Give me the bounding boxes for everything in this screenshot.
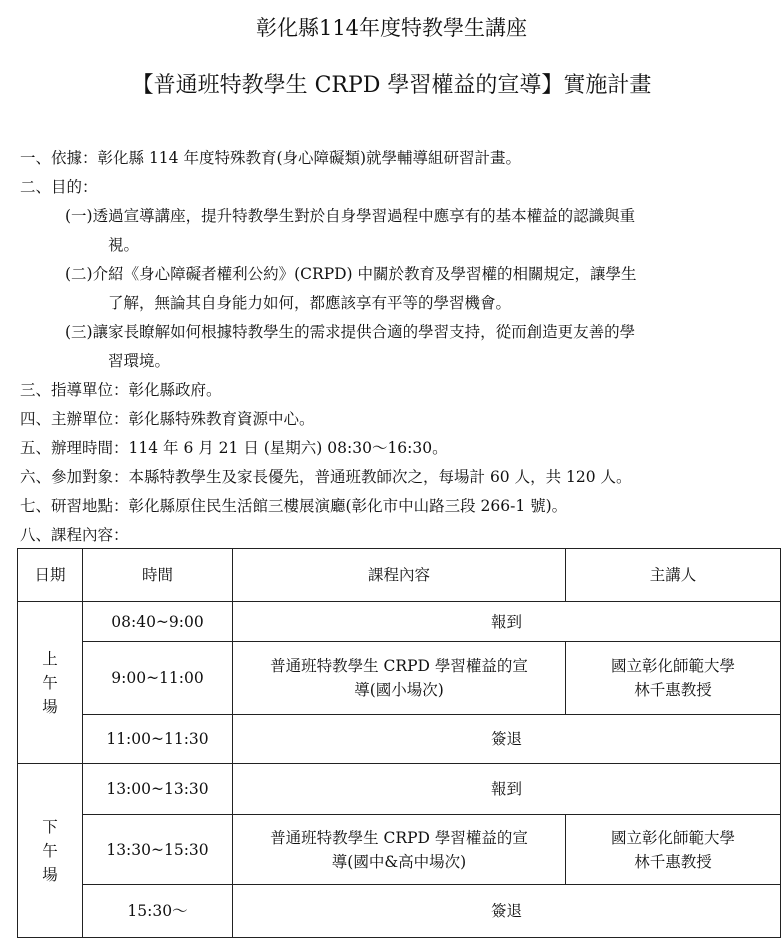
content-cell: 普通班特教學生 CRPD 學習權益的宣 導(國中&高中場次) <box>233 815 566 885</box>
content-cell: 報到 <box>233 764 781 815</box>
section-text: 研習地點：彰化縣原住民生活館三樓展演廳(彰化市中山路三段 266-1 號)。 <box>51 497 568 515</box>
purpose-item-1 <box>65 206 635 226</box>
header-date: 日期 <box>18 549 83 602</box>
document-title: 彰化縣114年度特教學生講座 <box>255 16 528 40</box>
content-cell: 報到 <box>233 602 781 642</box>
section-basis <box>20 148 521 168</box>
section-purpose <box>20 177 98 197</box>
header-content: 課程內容 <box>233 549 566 602</box>
section-number: 八、 <box>20 526 52 544</box>
section-curriculum <box>20 525 129 545</box>
purpose-item-1-cont: 視。 <box>108 236 140 254</box>
table-row <box>18 815 781 885</box>
section-number: 六、 <box>20 468 52 486</box>
speaker-cell: 國立彰化師範大學 林千惠教授 <box>566 642 781 715</box>
schedule-table <box>17 548 781 938</box>
table-row <box>18 715 781 764</box>
header-speaker: 主講人 <box>566 549 781 602</box>
section-text: 課程內容： <box>51 526 129 544</box>
section-number: 四、 <box>20 410 52 428</box>
content-cell: 簽退 <box>233 885 781 938</box>
section-number: 二、 <box>20 178 52 196</box>
section-number: 三、 <box>20 381 52 399</box>
table-header-row <box>18 549 781 602</box>
header-time: 時間 <box>83 549 233 602</box>
period-morning: 上 午 場 <box>18 602 83 764</box>
purpose-number: (二) <box>65 265 93 283</box>
section-number: 七、 <box>20 497 52 515</box>
purpose-number: (一) <box>65 207 93 225</box>
table-row <box>18 602 781 642</box>
period-afternoon: 下 午 場 <box>18 764 83 938</box>
section-text: 依據：彰化縣 114 年度特殊教育(身心障礙類)就學輔導組研習計畫。 <box>51 149 522 167</box>
purpose-text: 讓家長瞭解如何根據特教學生的需求提供合適的學習支持，從而創造更友善的學 <box>92 323 636 341</box>
document-subtitle: 【普通班特教學生 CRPD 學習權益的宣導】實施計畫 <box>131 73 652 98</box>
time-cell: 08:40~9:00 <box>83 602 233 642</box>
purpose-text: 透過宣導講座，提升特教學生對於自身學習過程中應享有的基本權益的認識與重 <box>92 207 636 225</box>
time-cell: 13:30~15:30 <box>83 815 233 885</box>
section-time <box>20 438 448 458</box>
section-number: 一、 <box>20 149 52 167</box>
table-row <box>18 885 781 938</box>
purpose-item-2 <box>65 264 637 284</box>
section-location <box>20 496 567 516</box>
section-text: 辦理時間：114 年 6 月 21 日 (星期六) 08:30～16:30。 <box>51 439 448 457</box>
section-text: 參加對象：本縣特教學生及家長優先，普通班教師次之，每場計 60 人，共 120 人。 <box>51 468 632 486</box>
section-text: 指導單位：彰化縣政府。 <box>51 381 222 399</box>
table-row <box>18 764 781 815</box>
time-cell: 13:00~13:30 <box>83 764 233 815</box>
section-supervisor <box>20 380 222 400</box>
time-cell: 15:30～ <box>83 885 233 938</box>
content-cell: 普通班特教學生 CRPD 學習權益的宣 導(國小場次) <box>233 642 566 715</box>
purpose-text: 介紹《身心障礙者權利公約》(CRPD) 中關於教育及學習權的相關規定，讓學生 <box>92 265 637 283</box>
purpose-number: (三) <box>65 323 93 341</box>
section-organizer <box>20 409 315 429</box>
purpose-item-3-cont: 習環境。 <box>108 352 171 370</box>
table-row <box>18 642 781 715</box>
purpose-item-3 <box>65 322 635 342</box>
section-text: 主辦單位：彰化縣特殊教育資源中心。 <box>51 410 315 428</box>
content-cell: 簽退 <box>233 715 781 764</box>
section-participants <box>20 467 632 487</box>
time-cell: 9:00~11:00 <box>83 642 233 715</box>
section-text: 目的： <box>51 178 98 196</box>
section-number: 五、 <box>20 439 52 457</box>
speaker-cell: 國立彰化師範大學 林千惠教授 <box>566 815 781 885</box>
time-cell: 11:00~11:30 <box>83 715 233 764</box>
purpose-item-2-cont: 了解，無論其自身能力如何，都應該享有平等的學習機會。 <box>108 294 512 312</box>
